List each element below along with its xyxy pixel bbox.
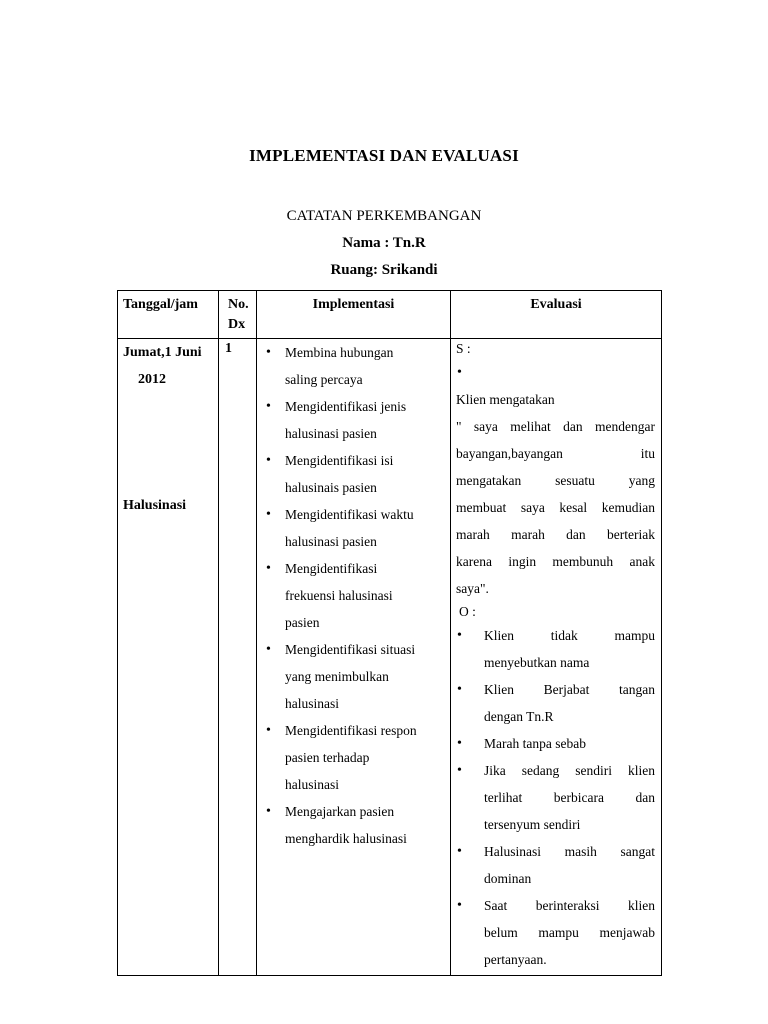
objective-line: dengan Tn.R xyxy=(484,709,554,724)
implementasi-item xyxy=(265,393,442,447)
list-item xyxy=(456,359,655,386)
objective-line: pertanyaan. xyxy=(484,952,547,967)
implementasi-line: • Mengidentifikasi respon xyxy=(285,723,417,738)
progress-table xyxy=(117,290,662,976)
table-row xyxy=(118,339,662,976)
objective-line: • Klien Berjabat tangan xyxy=(484,682,655,697)
subjective-quote xyxy=(456,413,655,575)
evaluasi-cell xyxy=(451,339,662,976)
implementasi-line: saling percaya xyxy=(285,372,363,387)
objective-item xyxy=(456,892,655,973)
header-dx: Dx xyxy=(228,317,246,332)
objective-line: menyebutkan nama xyxy=(484,655,590,670)
implementasi-item xyxy=(265,798,442,852)
implementasi-cell xyxy=(257,339,451,976)
date-line1: Jumat,1 Juni xyxy=(123,345,202,360)
quote-line: bayangan,bayangan itu xyxy=(456,446,655,461)
implementasi-line: menghardik halusinasi xyxy=(285,831,407,846)
subjective-quote-end: saya". xyxy=(456,581,489,596)
objective-line: • Marah tanpa sebab xyxy=(484,736,586,751)
date-cell xyxy=(118,339,219,976)
implementasi-line: halusinasi xyxy=(285,777,339,792)
date-line2: 2012 xyxy=(138,372,166,387)
header-no-dx xyxy=(219,291,257,339)
implementasi-item xyxy=(265,717,442,798)
implementasi-item xyxy=(265,447,442,501)
objective-item xyxy=(456,757,655,838)
header-no: No. xyxy=(228,297,249,312)
implementasi-line: • Mengidentifikasi isi xyxy=(285,453,394,468)
implementasi-line: • Mengajarkan pasien xyxy=(285,804,395,819)
implementasi-line: • Mengidentifikasi waktu xyxy=(285,507,414,522)
objective-item xyxy=(456,838,655,892)
implementasi-item xyxy=(265,501,442,555)
dx-number: 1 xyxy=(219,339,257,976)
subjective-intro: Klien mengatakan xyxy=(456,392,555,407)
patient-name: Nama : Tn.R xyxy=(342,235,426,251)
implementasi-line: pasien xyxy=(285,615,320,630)
objective-line: • Klien tidak mampu xyxy=(484,628,655,643)
subjective-bullet xyxy=(456,359,655,386)
implementasi-line: frekuensi halusinasi xyxy=(285,588,393,603)
subjective-label: S : xyxy=(456,341,471,356)
room-name: Ruang: Srikandi xyxy=(330,262,438,278)
implementasi-line: halusinais pasien xyxy=(285,480,377,495)
implementasi-line: halusinasi xyxy=(285,696,339,711)
objective-line: • Jika sedang sendiri klien xyxy=(484,763,655,778)
implementasi-line: • Membina hubungan xyxy=(285,345,394,360)
implementasi-item xyxy=(265,636,442,717)
implementasi-line: • Mengidentifikasi xyxy=(285,561,378,576)
objective-line: belum mampu menjawab xyxy=(484,925,655,940)
implementasi-line: • Mengidentifikasi jenis xyxy=(285,399,407,414)
page-title: IMPLEMENTASI DAN EVALUASI xyxy=(249,146,519,165)
implementasi-item xyxy=(265,339,442,393)
implementasi-line: • Mengidentifikasi situasi xyxy=(285,642,416,657)
objective-item xyxy=(456,622,655,676)
quote-line: mengatakan sesuatu yang xyxy=(456,473,655,488)
implementasi-line: pasien terhadap xyxy=(285,750,370,765)
quote-line: karena ingin membunuh anak xyxy=(456,554,655,569)
header-evaluasi: Evaluasi xyxy=(451,291,662,339)
diagnosis-label: Halusinasi xyxy=(123,498,187,513)
implementasi-list xyxy=(257,339,450,852)
implementasi-line: halusinasi pasien xyxy=(285,426,377,441)
header-tanggal: Tanggal/jam xyxy=(118,291,219,339)
objective-line: • Saat berinteraksi klien xyxy=(484,898,655,913)
objective-list xyxy=(456,622,655,973)
table-header-row xyxy=(118,291,662,339)
objective-item xyxy=(456,730,655,757)
objective-line: terlihat berbicara dan xyxy=(484,790,655,805)
objective-line: • Halusinasi masih sangat xyxy=(484,844,655,859)
implementasi-line: yang menimbulkan xyxy=(285,669,389,684)
quote-line: " saya melihat dan mendengar xyxy=(456,419,655,434)
objective-label: O : xyxy=(459,604,476,619)
subtitle: CATATAN PERKEMBANGAN xyxy=(286,208,482,224)
objective-line: tersenyum sendiri xyxy=(484,817,581,832)
implementasi-item xyxy=(265,555,442,636)
header-implementasi: Implementasi xyxy=(257,291,451,339)
objective-item xyxy=(456,676,655,730)
quote-line: membuat saya kesal kemudian xyxy=(456,500,655,515)
objective-line: dominan xyxy=(484,871,532,886)
implementasi-line: halusinasi pasien xyxy=(285,534,377,549)
quote-line: marah marah dan berteriak xyxy=(456,527,655,542)
